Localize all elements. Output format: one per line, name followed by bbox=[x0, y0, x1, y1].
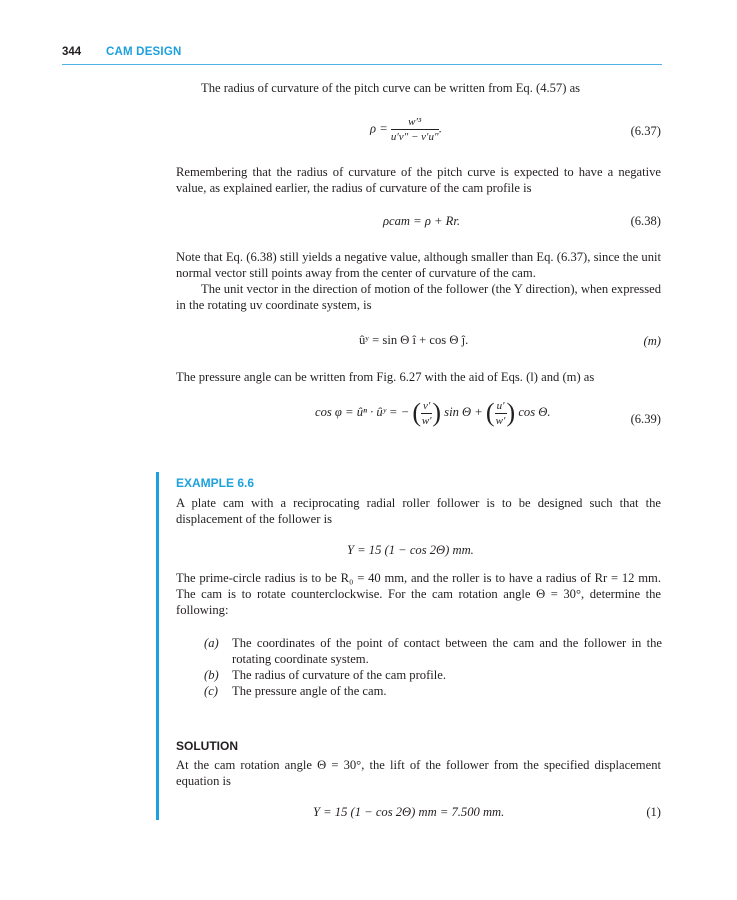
solution-heading: SOLUTION bbox=[176, 739, 238, 753]
equation-number-6-39: (6.39) bbox=[630, 412, 661, 426]
eq-639-f2-den: w′ bbox=[495, 414, 506, 427]
item-b-text: The radius of curvature of the cam profile. bbox=[232, 668, 447, 682]
solution-text: At the cam rotation angle Θ = 30°, the lift of the follower from the specified displacement equation is bbox=[176, 758, 661, 788]
example-text-displacement: A plate cam with a reciprocating radial roller follower is to be designed such that the displacement of the follower is bbox=[176, 496, 661, 526]
solution-equation: Y = 15 (1 − cos 2Θ) mm = 7.500 mm. bbox=[313, 805, 505, 819]
page-number: 344 bbox=[62, 46, 82, 58]
eq-639-tail: cos Θ. bbox=[518, 404, 551, 419]
eq-637-numerator: w′³ bbox=[391, 116, 439, 130]
eq-639-f2-num: u′ bbox=[496, 399, 505, 412]
equation-6-39 bbox=[315, 398, 551, 428]
equation-number-6-37: (6.37) bbox=[630, 124, 661, 138]
eq-637-fraction bbox=[391, 116, 439, 143]
equation-number-6-38: (6.38) bbox=[630, 214, 661, 228]
eq-637-lhs: ρ = bbox=[370, 121, 388, 136]
example-equation: Y = 15 (1 − cos 2Θ) mm. bbox=[347, 543, 474, 557]
example-item-c bbox=[204, 683, 664, 699]
eq-639-fraction-u: ( $\frac{u'}{w'}$ ) bbox=[485, 398, 516, 427]
equation-6-38: ρcam = ρ + Rr. bbox=[383, 214, 461, 228]
eq-639-f1-num: v′ bbox=[423, 399, 431, 412]
solution-equation-number: (1) bbox=[646, 805, 661, 819]
paragraph-radius-curvature: Remembering that the radius of curvature of the pitch curve is expected to have a negative value, as explained earlier, the radius of curvature of the cam profile is bbox=[176, 165, 661, 195]
item-a-text: The coordinates of the point of contact between the cam and the follower in the rotating coordinate system. bbox=[232, 636, 662, 666]
paragraph-note: Note that Eq. (6.38) still yields a negative value, although smaller than Eq. (6.37), since the unit normal vector still points away from the center of curvature of the cam. bbox=[176, 250, 661, 280]
example-text-parameters: The prime-circle radius is to be R₀ = 40 mm, and the roller is to have a radius of Rr = 12 mm. The cam is to rotate counterclockwise. For the cam rotation angle Θ = 30°, determine the following: bbox=[176, 571, 661, 617]
example-item-b bbox=[204, 667, 664, 683]
item-c-text: The pressure angle of the cam. bbox=[232, 684, 387, 698]
item-b-label: (b) bbox=[204, 668, 219, 682]
item-a-label: (a) bbox=[204, 636, 219, 650]
equation-number-m: (m) bbox=[643, 334, 661, 348]
example-heading: EXAMPLE 6.6 bbox=[176, 476, 255, 490]
chapter-title: CAM DESIGN bbox=[106, 46, 182, 58]
eq-637-denominator: u′v″ − v′u″ bbox=[390, 131, 439, 143]
example-side-bar bbox=[156, 472, 159, 820]
equation-6-37 bbox=[370, 116, 442, 143]
eq-637-tail: . bbox=[438, 121, 442, 136]
eq-639-mid: sin Θ + bbox=[444, 404, 483, 419]
item-c-label: (c) bbox=[204, 684, 218, 698]
running-head bbox=[62, 46, 662, 65]
eq-639-f1-den: w′ bbox=[421, 414, 432, 427]
eq-639-fraction-v: ( $\frac{v'}{w'}$ ) bbox=[412, 398, 442, 427]
example-item-a bbox=[204, 635, 664, 667]
paragraph-unit-vector: The unit vector in the direction of motion of the follower (the Y direction), when expressed in the rotating uv coordinate system, is bbox=[176, 282, 661, 312]
equation-m: ûʸ = sin Θ î + cos Θ ĵ. bbox=[359, 333, 469, 347]
paragraph-pressure-angle: The pressure angle can be written from Fig. 6.27 with the aid of Eqs. (l) and (m) as bbox=[176, 370, 595, 384]
eq-639-lhs: cos φ = ûⁿ · ûʸ = − bbox=[315, 404, 410, 419]
paragraph-pitch-curve: The radius of curvature of the pitch curve can be written from Eq. (4.57) as bbox=[201, 81, 581, 95]
